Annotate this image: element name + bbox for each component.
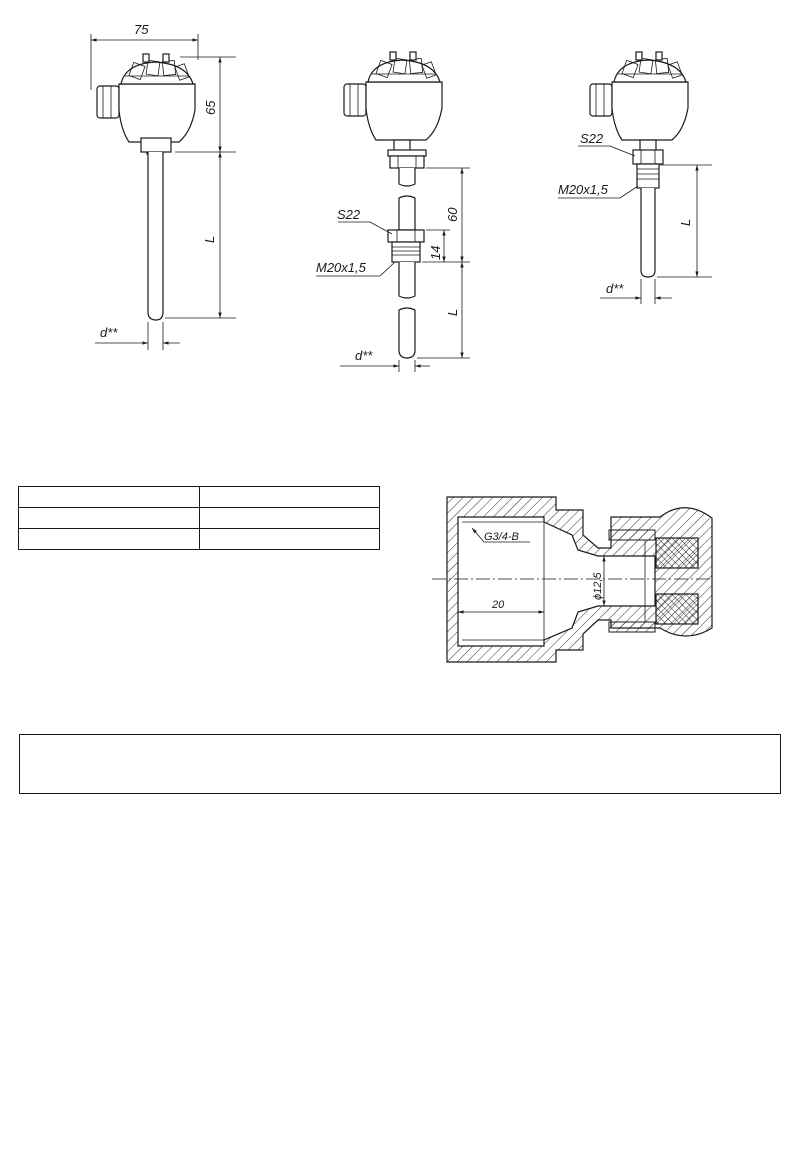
table-row bbox=[19, 529, 380, 550]
thread-label-3: M20x1,5 bbox=[558, 182, 608, 197]
table-row bbox=[19, 487, 380, 508]
dim-length-label-3: L bbox=[678, 218, 693, 226]
thermocouple-drawing-1 bbox=[91, 22, 236, 350]
fitting-section-view bbox=[432, 497, 712, 662]
table-cell bbox=[200, 529, 380, 550]
dim-diameter-label-2: d** bbox=[355, 348, 373, 363]
dim-diameter-label: d** bbox=[100, 325, 118, 340]
table-cell bbox=[19, 529, 200, 550]
wrench-size-label: S22 bbox=[337, 207, 361, 222]
note-box bbox=[19, 734, 781, 794]
table-cell bbox=[200, 487, 380, 508]
table-cell bbox=[19, 487, 200, 508]
dim-length-label-2: L bbox=[445, 308, 460, 316]
thermocouple-drawing-3 bbox=[558, 52, 712, 304]
dim-width-label: 75 bbox=[134, 22, 149, 37]
dim-length-label: L bbox=[202, 235, 217, 243]
bore-diameter-label: ϕ12,5 bbox=[592, 572, 604, 600]
dim-head-height-label: 65 bbox=[203, 100, 218, 115]
table-cell bbox=[200, 508, 380, 529]
dim-diameter-label-3: d** bbox=[606, 281, 624, 296]
table-cell bbox=[19, 508, 200, 529]
thread-spec-label: G3/4-B bbox=[484, 531, 519, 543]
wrench-size-label-3: S22 bbox=[580, 131, 604, 146]
thermocouple-drawing-2 bbox=[316, 52, 470, 372]
table-row bbox=[19, 508, 380, 529]
dim-upper-label: 60 bbox=[445, 207, 460, 222]
dim-nut-height-label: 14 bbox=[428, 245, 443, 260]
thread-label: M20x1,5 bbox=[316, 260, 366, 275]
depth-dim-label: 20 bbox=[492, 599, 505, 611]
spec-table bbox=[18, 486, 380, 550]
